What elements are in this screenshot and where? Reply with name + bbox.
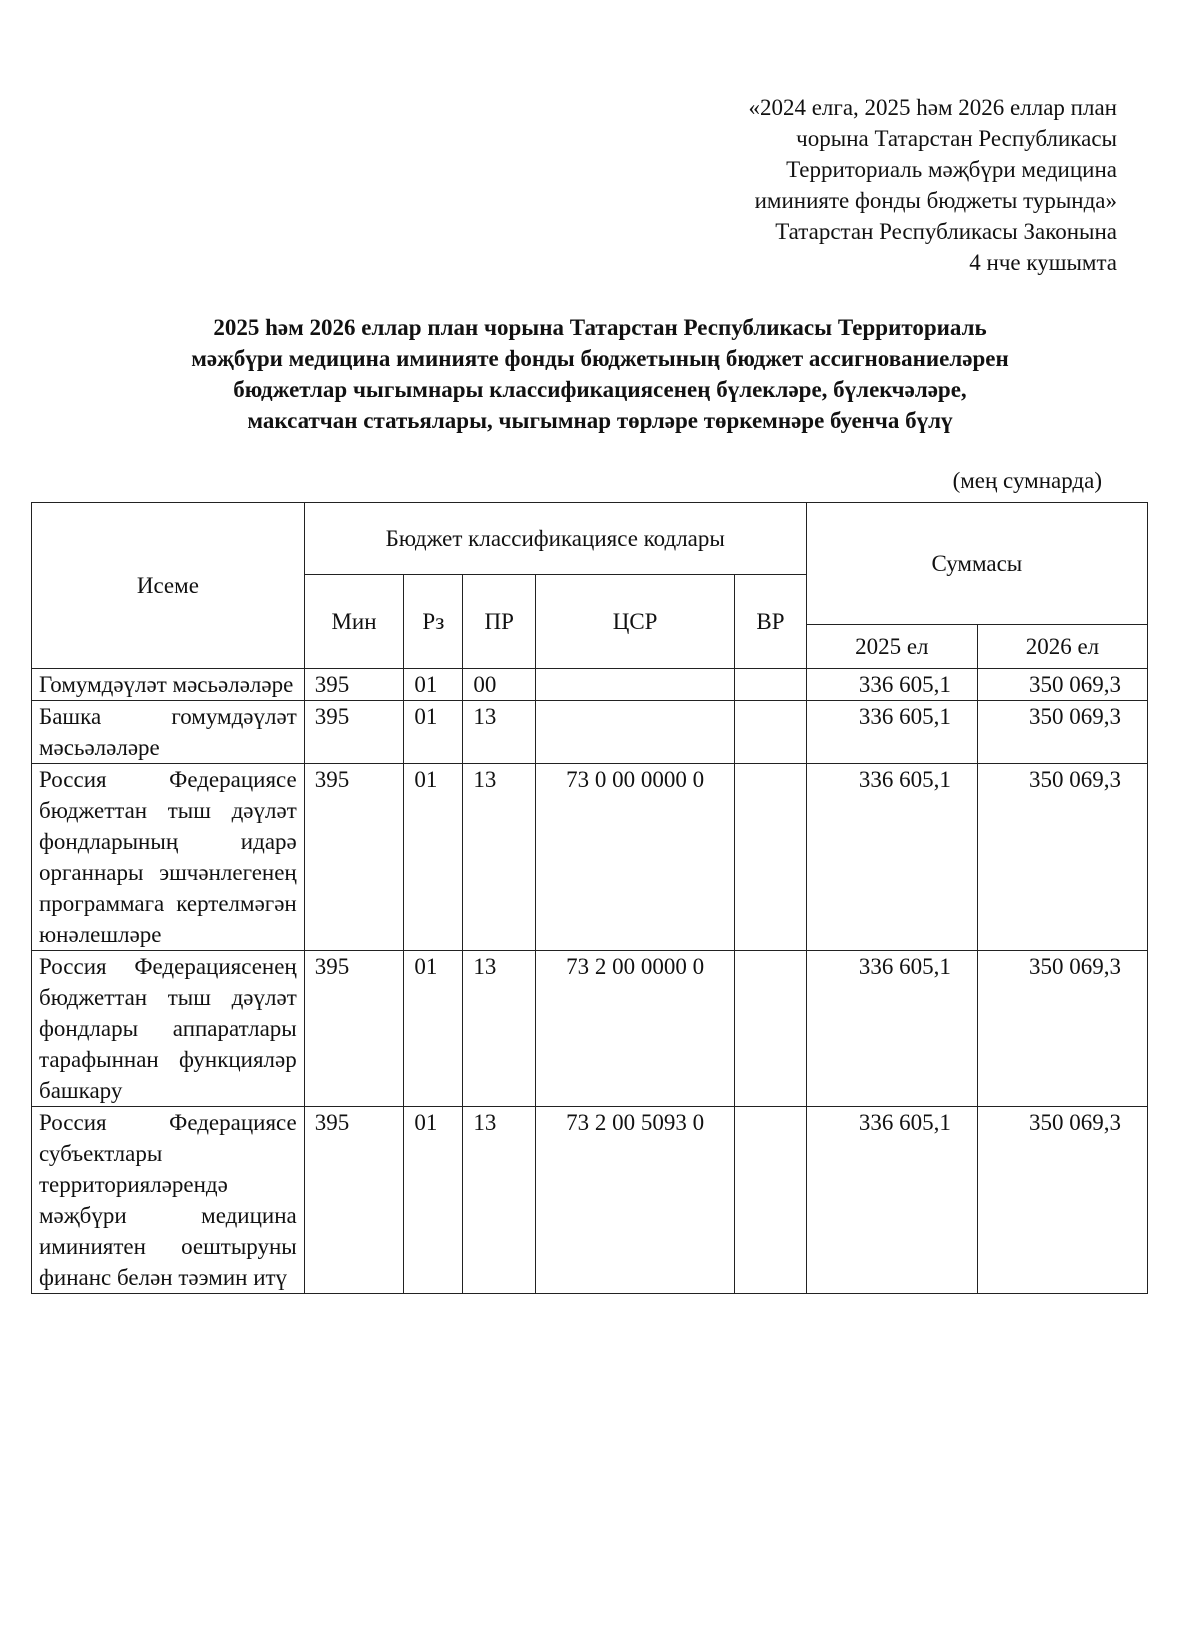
header-pr: ПР (463, 575, 536, 669)
header-codes-group: Бюджет классификациясе кодлары (304, 503, 806, 575)
table-row (32, 1107, 1148, 1294)
row-name: Гомумдәүләт мәсьәләләре (32, 669, 305, 701)
header-year-2025: 2025 ел (806, 625, 977, 669)
row-vr (735, 1107, 807, 1294)
row-min: 395 (304, 764, 404, 951)
row-sum-2025: 336 605,1 (806, 669, 977, 701)
row-rz: 01 (404, 1107, 463, 1294)
row-pr: 13 (463, 764, 536, 951)
row-rz: 01 (404, 951, 463, 1107)
row-sum-2026: 350 069,3 (977, 764, 1147, 951)
row-csr: 73 2 00 5093 0 (536, 1107, 735, 1294)
row-sum-2026: 350 069,3 (977, 1107, 1147, 1294)
row-pr: 13 (463, 701, 536, 764)
header-name: Исеме (32, 503, 305, 669)
table-row (32, 701, 1148, 764)
row-vr (735, 951, 807, 1107)
row-csr: 73 2 00 0000 0 (536, 951, 735, 1107)
header-min: Мин (304, 575, 404, 669)
row-rz: 01 (404, 669, 463, 701)
row-name: Россия Федерациясе бюджеттан тыш дәүләт фондларының идарә органнары эшчәнлегенең программага кертелмәгән юнәлешләре (32, 764, 305, 951)
row-rz: 01 (404, 764, 463, 951)
table-row (32, 669, 1148, 701)
row-csr (536, 701, 735, 764)
row-csr (536, 669, 735, 701)
budget-table (31, 502, 1148, 1294)
row-sum-2025: 336 605,1 (806, 1107, 977, 1294)
row-min: 395 (304, 1107, 404, 1294)
header-year-2026: 2026 ел (977, 625, 1147, 669)
row-sum-2026: 350 069,3 (977, 951, 1147, 1107)
row-pr: 13 (463, 951, 536, 1107)
unit-label: (мең сумнарда) (952, 468, 1102, 493)
document-title: 2025 һәм 2026 еллар план чорына Татарстан Республикасы Территориаль мәҗбүри медицина иминияте фонды бюджетының бюджет ассигнованиеләрен бюджетлар чыгымнары классификациясенең бүлекләре, бүлекчәләре, максатчан статьялары, чыгымнар төрләре төркемнәре буенча бүлү (191, 315, 1009, 433)
row-pr: 13 (463, 1107, 536, 1294)
row-sum-2025: 336 605,1 (806, 701, 977, 764)
appendix-header-note: «2024 елга, 2025 һәм 2026 еллар план чорына Татарстан Республикасы Территориаль мәҗбүри медицина иминияте фонды бюджеты турында» Татарстан Республикасы Законына 4 нче кушымта (748, 95, 1117, 275)
row-rz: 01 (404, 701, 463, 764)
row-vr (735, 669, 807, 701)
row-vr (735, 701, 807, 764)
row-sum-2026: 350 069,3 (977, 669, 1147, 701)
row-pr: 00 (463, 669, 536, 701)
header-csr: ЦСР (536, 575, 735, 669)
row-sum-2025: 336 605,1 (806, 951, 977, 1107)
table-row (32, 951, 1148, 1107)
header-rz: Рз (404, 575, 463, 669)
row-min: 395 (304, 701, 404, 764)
row-name: Россия Федерациясе субъектлары территорияләрендә мәҗбүри медицина иминиятен оештыруны финанс белән тәэмин итү (32, 1107, 305, 1294)
header-vr: ВР (735, 575, 807, 669)
row-sum-2026: 350 069,3 (977, 701, 1147, 764)
row-name: Россия Федерациясенең бюджеттан тыш дәүләт фондлары аппаратлары тарафыннан функцияләр башкару (32, 951, 305, 1107)
row-vr (735, 764, 807, 951)
header-sums-group: Суммасы (806, 503, 1147, 625)
row-csr: 73 0 00 0000 0 (536, 764, 735, 951)
table-row (32, 764, 1148, 951)
row-min: 395 (304, 951, 404, 1107)
row-min: 395 (304, 669, 404, 701)
row-name: Башка гомумдәүләт мәсьәләләре (32, 701, 305, 764)
row-sum-2025: 336 605,1 (806, 764, 977, 951)
